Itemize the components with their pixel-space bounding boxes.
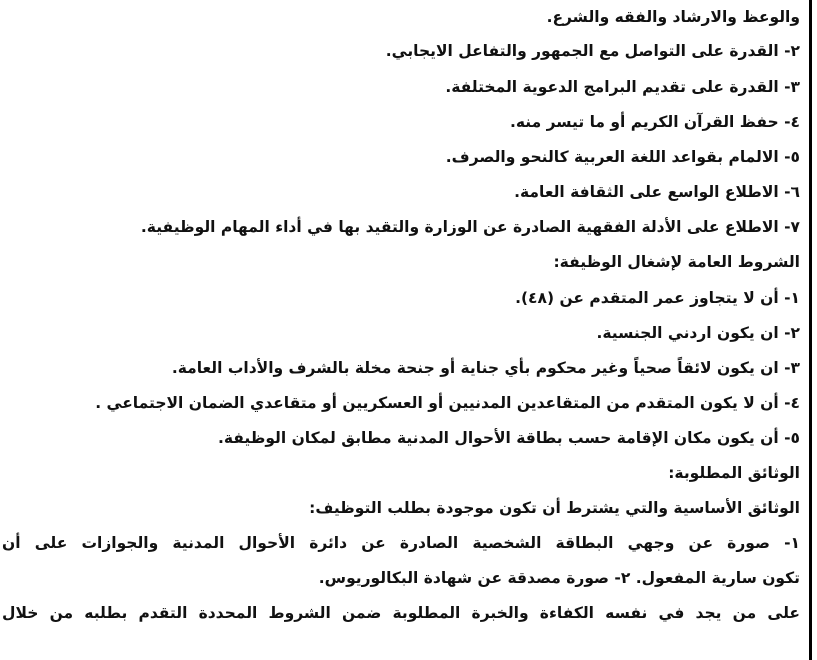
text-line-application-instructions: على من يجد في نفسه الكفاءة والخبرة المطلوبة ضمن الشروط المحددة التقدم بطلبه من خلال bbox=[2, 604, 800, 622]
text-line-requirement-7: ٧- الاطلاع على الأدلة الفقهية الصادرة عن الوزارة والتقيد بها في أداء المهام الوظيفية. bbox=[140, 218, 800, 236]
text-line-requirement-4: ٤- حفظ القرآن الكريم أو ما تيسر منه. bbox=[510, 113, 800, 131]
text-line-condition-4: ٤- أن لا يكون المتقدم من المتقاعدين المدنيين أو العسكريين أو متقاعدي الضمان الاجتماعي . bbox=[95, 394, 800, 412]
section-heading-general-conditions: الشروط العامة لإشغال الوظيفة: bbox=[553, 253, 800, 271]
text-line-condition-1: ١- أن لا يتجاوز عمر المتقدم عن (٤٨). bbox=[515, 289, 800, 307]
text-line-documents-intro: الوثائق الأساسية والتي يشترط أن تكون موجودة بطلب التوظيف: bbox=[309, 499, 800, 517]
text-line-document-1-continued: تكون سارية المفعول. ٢- صورة مصدقة عن شهادة البكالوريوس. bbox=[318, 569, 800, 587]
text-line-intro-continuation: والوعظ والارشاد والفقه والشرع. bbox=[546, 8, 800, 26]
text-line-requirement-5: ٥- الالمام بقواعد اللغة العربية كالنحو والصرف. bbox=[445, 148, 800, 166]
text-line-requirement-3: ٣- القدرة على تقديم البرامج الدعوية المختلفة. bbox=[445, 78, 800, 96]
text-line-requirement-2: ٢- القدرة على التواصل مع الجمهور والتفاعل الايجابي. bbox=[385, 42, 800, 60]
section-heading-required-documents: الوثائق المطلوبة: bbox=[668, 464, 800, 482]
text-line-condition-5: ٥- أن يكون مكان الإقامة حسب بطاقة الأحوال المدنية مطابق لمكان الوظيفة. bbox=[217, 429, 800, 447]
text-line-requirement-6: ٦- الاطلاع الواسع على الثقافة العامة. bbox=[514, 183, 800, 201]
text-line-document-1: ١- صورة عن وجهي البطاقة الشخصية الصادرة عن دائرة الأحوال المدنية والجوازات على أن bbox=[2, 534, 800, 552]
text-line-condition-2: ٢- ان يكون اردني الجنسية. bbox=[596, 324, 800, 342]
text-line-condition-3: ٣- ان يكون لائقاً صحياً وغير محكوم بأي جناية أو جنحة مخلة بالشرف والأداب العامة. bbox=[171, 359, 800, 377]
